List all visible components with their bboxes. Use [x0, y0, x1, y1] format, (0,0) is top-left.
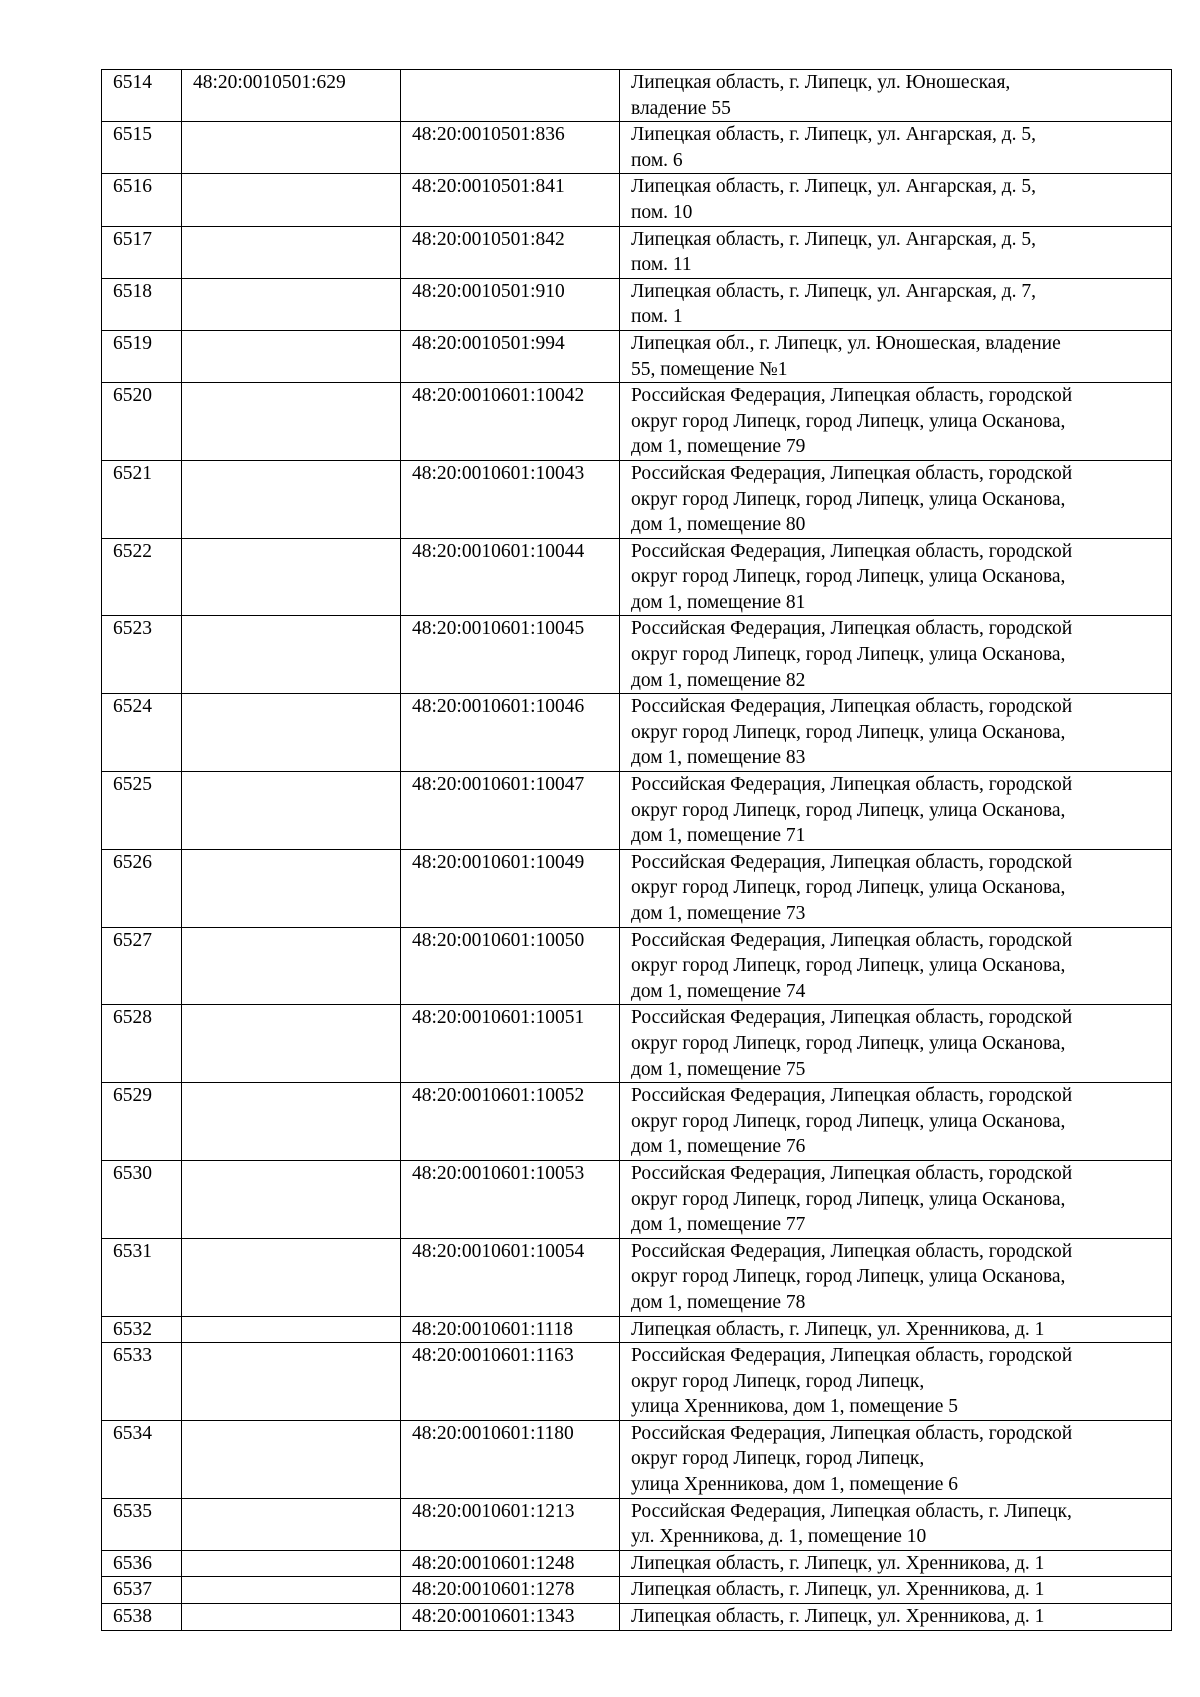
land-cadastral-number-cell: [182, 1420, 401, 1498]
row-number-cell: 6537: [102, 1577, 182, 1604]
row-number-cell: 6536: [102, 1550, 182, 1577]
table-row: [102, 1083, 1172, 1161]
land-cadastral-number-cell: [182, 1083, 401, 1161]
object-cadastral-number-cell: 48:20:0010501:994: [401, 330, 620, 382]
object-cadastral-number-cell: 48:20:0010601:1278: [401, 1577, 620, 1604]
address-cell: Липецкая область, г. Липецк, ул. Ангарская, д. 5, пом. 10: [620, 174, 1172, 226]
land-cadastral-number-cell: [182, 694, 401, 772]
address-cell: Российская Федерация, Липецкая область, г. Липецк, ул. Хренникова, д. 1, помещение 10: [620, 1498, 1172, 1550]
land-cadastral-number-cell: [182, 460, 401, 538]
table-row: [102, 694, 1172, 772]
row-number-cell: 6523: [102, 616, 182, 694]
row-number-cell: 6515: [102, 122, 182, 174]
table-row: [102, 226, 1172, 278]
address-cell: Российская Федерация, Липецкая область, городской округ город Липецк, город Липецк, улица Осканова, дом 1, помещение 74: [620, 927, 1172, 1005]
table-row: [102, 1238, 1172, 1316]
table-row: [102, 70, 1172, 122]
land-cadastral-number-cell: [182, 538, 401, 616]
table-row: [102, 383, 1172, 461]
address-cell: Российская Федерация, Липецкая область, городской округ город Липецк, город Липецк, улица Хренникова, дом 1, помещение 5: [620, 1343, 1172, 1421]
land-cadastral-number-cell: [182, 383, 401, 461]
row-number-cell: 6525: [102, 772, 182, 850]
row-number-cell: 6527: [102, 927, 182, 1005]
table-row: [102, 1316, 1172, 1343]
row-number-cell: 6532: [102, 1316, 182, 1343]
table-row: [102, 1604, 1172, 1631]
address-cell: Российская Федерация, Липецкая область, городской округ город Липецк, город Липецк, улица Осканова, дом 1, помещение 77: [620, 1160, 1172, 1238]
land-cadastral-number-cell: [182, 1238, 401, 1316]
address-cell: Российская Федерация, Липецкая область, городской округ город Липецк, город Липецк, улица Осканова, дом 1, помещение 82: [620, 616, 1172, 694]
object-cadastral-number-cell: 48:20:0010601:1163: [401, 1343, 620, 1421]
land-cadastral-number-cell: [182, 1343, 401, 1421]
row-number-cell: 6531: [102, 1238, 182, 1316]
land-cadastral-number-cell: [182, 1577, 401, 1604]
object-cadastral-number-cell: 48:20:0010601:10045: [401, 616, 620, 694]
land-cadastral-number-cell: [182, 772, 401, 850]
table-row: [102, 927, 1172, 1005]
land-cadastral-number-cell: [182, 1550, 401, 1577]
table-row: [102, 1160, 1172, 1238]
object-cadastral-number-cell: 48:20:0010601:10046: [401, 694, 620, 772]
address-cell: Липецкая обл., г. Липецк, ул. Юношеская, владение 55, помещение №1: [620, 330, 1172, 382]
object-cadastral-number-cell: 48:20:0010601:1213: [401, 1498, 620, 1550]
object-cadastral-number-cell: 48:20:0010601:10052: [401, 1083, 620, 1161]
table-row: [102, 1005, 1172, 1083]
object-cadastral-number-cell: 48:20:0010501:910: [401, 278, 620, 330]
address-cell: Российская Федерация, Липецкая область, городской округ город Липецк, город Липецк, улица Осканова, дом 1, помещение 73: [620, 849, 1172, 927]
address-cell: Российская Федерация, Липецкая область, городской округ город Липецк, город Липецк, улица Осканова, дом 1, помещение 79: [620, 383, 1172, 461]
row-number-cell: 6514: [102, 70, 182, 122]
table-row: [102, 1420, 1172, 1498]
object-cadastral-number-cell: 48:20:0010601:1248: [401, 1550, 620, 1577]
row-number-cell: 6538: [102, 1604, 182, 1631]
table-row: [102, 174, 1172, 226]
row-number-cell: 6516: [102, 174, 182, 226]
table-row: [102, 1577, 1172, 1604]
row-number-cell: 6533: [102, 1343, 182, 1421]
address-cell: Липецкая область, г. Липецк, ул. Юношеская, владение 55: [620, 70, 1172, 122]
row-number-cell: 6519: [102, 330, 182, 382]
land-cadastral-number-cell: [182, 278, 401, 330]
object-cadastral-number-cell: 48:20:0010501:836: [401, 122, 620, 174]
address-cell: Российская Федерация, Липецкая область, городской округ город Липецк, город Липецк, улица Осканова, дом 1, помещение 81: [620, 538, 1172, 616]
object-cadastral-number-cell: 48:20:0010601:10053: [401, 1160, 620, 1238]
table-row: [102, 538, 1172, 616]
address-cell: Российская Федерация, Липецкая область, городской округ город Липецк, город Липецк, улица Осканова, дом 1, помещение 78: [620, 1238, 1172, 1316]
land-cadastral-number-cell: [182, 616, 401, 694]
row-number-cell: 6520: [102, 383, 182, 461]
address-cell: Российская Федерация, Липецкая область, городской округ город Липецк, город Липецк, улица Осканова, дом 1, помещение 76: [620, 1083, 1172, 1161]
object-cadastral-number-cell: 48:20:0010601:10042: [401, 383, 620, 461]
land-cadastral-number-cell: [182, 849, 401, 927]
address-cell: Липецкая область, г. Липецк, ул. Ангарская, д. 5, пом. 6: [620, 122, 1172, 174]
row-number-cell: 6534: [102, 1420, 182, 1498]
land-cadastral-number-cell: [182, 1316, 401, 1343]
table-row: [102, 772, 1172, 850]
land-cadastral-number-cell: [182, 330, 401, 382]
row-number-cell: 6526: [102, 849, 182, 927]
property-table: [101, 69, 1172, 1631]
table-row: [102, 849, 1172, 927]
row-number-cell: 6535: [102, 1498, 182, 1550]
table-row: [102, 460, 1172, 538]
row-number-cell: 6522: [102, 538, 182, 616]
land-cadastral-number-cell: [182, 1498, 401, 1550]
row-number-cell: 6521: [102, 460, 182, 538]
address-cell: Липецкая область, г. Липецк, ул. Хренникова, д. 1: [620, 1604, 1172, 1631]
row-number-cell: 6518: [102, 278, 182, 330]
land-cadastral-number-cell: [182, 1604, 401, 1631]
object-cadastral-number-cell: 48:20:0010601:10054: [401, 1238, 620, 1316]
address-cell: Российская Федерация, Липецкая область, городской округ город Липецк, город Липецк, улица Осканова, дом 1, помещение 75: [620, 1005, 1172, 1083]
land-cadastral-number-cell: [182, 226, 401, 278]
address-cell: Российская Федерация, Липецкая область, городской округ город Липецк, город Липецк, улица Осканова, дом 1, помещение 83: [620, 694, 1172, 772]
row-number-cell: 6524: [102, 694, 182, 772]
object-cadastral-number-cell: [401, 70, 620, 122]
row-number-cell: 6517: [102, 226, 182, 278]
table-row: [102, 1550, 1172, 1577]
table-row: [102, 1343, 1172, 1421]
address-cell: Липецкая область, г. Липецк, ул. Ангарская, д. 7, пом. 1: [620, 278, 1172, 330]
table-row: [102, 616, 1172, 694]
property-table-body: [102, 70, 1172, 1631]
land-cadastral-number-cell: [182, 1005, 401, 1083]
table-row: [102, 122, 1172, 174]
table-row: [102, 330, 1172, 382]
object-cadastral-number-cell: 48:20:0010601:1343: [401, 1604, 620, 1631]
object-cadastral-number-cell: 48:20:0010501:841: [401, 174, 620, 226]
address-cell: Липецкая область, г. Липецк, ул. Хренникова, д. 1: [620, 1577, 1172, 1604]
address-cell: Российская Федерация, Липецкая область, городской округ город Липецк, город Липецк, улица Осканова, дом 1, помещение 71: [620, 772, 1172, 850]
land-cadastral-number-cell: 48:20:0010501:629: [182, 70, 401, 122]
address-cell: Российская Федерация, Липецкая область, городской округ город Липецк, город Липецк, улица Осканова, дом 1, помещение 80: [620, 460, 1172, 538]
object-cadastral-number-cell: 48:20:0010601:10049: [401, 849, 620, 927]
land-cadastral-number-cell: [182, 122, 401, 174]
address-cell: Липецкая область, г. Липецк, ул. Хренникова, д. 1: [620, 1316, 1172, 1343]
object-cadastral-number-cell: 48:20:0010601:10050: [401, 927, 620, 1005]
row-number-cell: 6528: [102, 1005, 182, 1083]
row-number-cell: 6529: [102, 1083, 182, 1161]
object-cadastral-number-cell: 48:20:0010601:10044: [401, 538, 620, 616]
object-cadastral-number-cell: 48:20:0010601:1118: [401, 1316, 620, 1343]
object-cadastral-number-cell: 48:20:0010601:10043: [401, 460, 620, 538]
object-cadastral-number-cell: 48:20:0010501:842: [401, 226, 620, 278]
land-cadastral-number-cell: [182, 927, 401, 1005]
table-row: [102, 278, 1172, 330]
object-cadastral-number-cell: 48:20:0010601:10047: [401, 772, 620, 850]
object-cadastral-number-cell: 48:20:0010601:10051: [401, 1005, 620, 1083]
row-number-cell: 6530: [102, 1160, 182, 1238]
land-cadastral-number-cell: [182, 1160, 401, 1238]
address-cell: Липецкая область, г. Липецк, ул. Хренникова, д. 1: [620, 1550, 1172, 1577]
object-cadastral-number-cell: 48:20:0010601:1180: [401, 1420, 620, 1498]
address-cell: Российская Федерация, Липецкая область, городской округ город Липецк, город Липецк, улица Хренникова, дом 1, помещение 6: [620, 1420, 1172, 1498]
land-cadastral-number-cell: [182, 174, 401, 226]
table-row: [102, 1498, 1172, 1550]
address-cell: Липецкая область, г. Липецк, ул. Ангарская, д. 5, пом. 11: [620, 226, 1172, 278]
